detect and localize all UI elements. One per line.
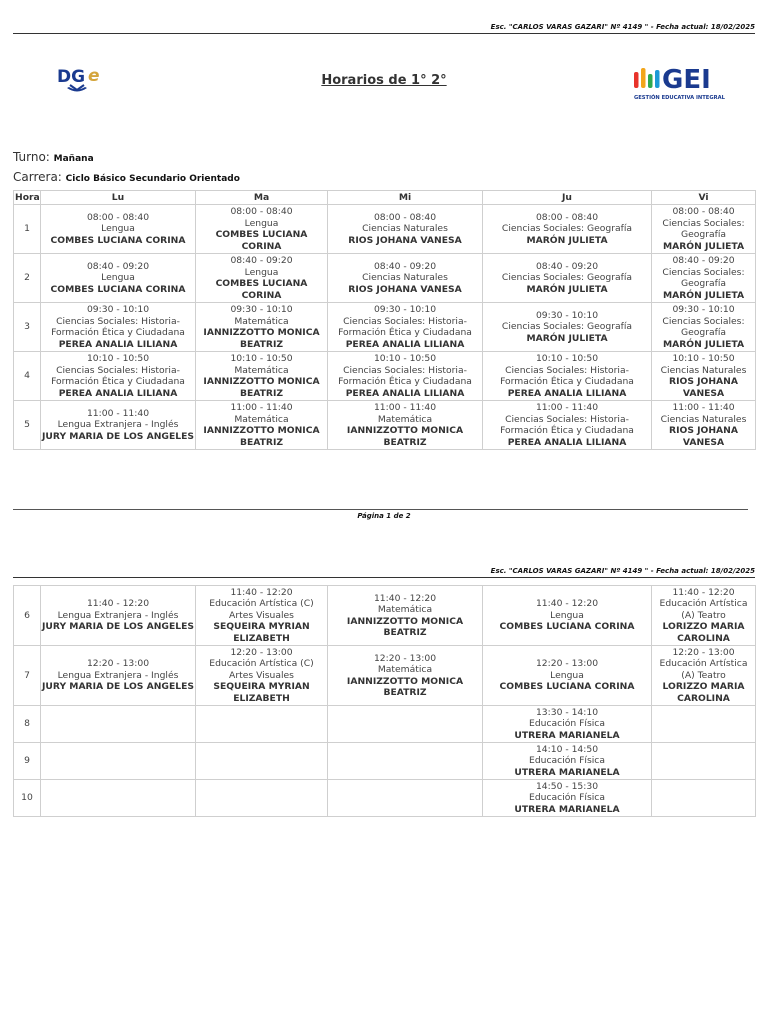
carrera-line (13, 170, 240, 184)
schedule-cell (483, 401, 652, 450)
class-time: 10:10 - 10:50 (230, 353, 293, 364)
class-subject: Lengua (550, 669, 584, 681)
schedule-cell (652, 401, 756, 450)
turno-value: Mañana (53, 154, 94, 164)
class-time: 09:30 - 10:10 (672, 304, 735, 315)
carrera-label: Carrera: (13, 170, 62, 184)
class-teacher: IANNIZZOTTO MONICA BEATRIZ (346, 615, 464, 638)
schedule-cell (196, 586, 328, 646)
class-teacher: LORIZZO MARIA CAROLINA (662, 681, 745, 704)
schedule-cell (196, 780, 328, 817)
class-teacher: COMBES LUCIANA CORINA (215, 229, 308, 252)
class-time: 08:40 - 09:20 (373, 260, 437, 272)
schedule-cell (328, 205, 483, 254)
class-subject: Ciencias Sociales: Geografía (662, 266, 745, 289)
schedule-cell (41, 352, 196, 401)
class-time: 10:10 - 10:50 (373, 353, 437, 364)
class-time: 08:00 - 08:40 (86, 211, 150, 223)
class-subject: Ciencias Sociales: Historia-Formación Ética y Ciudadana (500, 364, 634, 387)
class-subject: Lengua (244, 217, 279, 229)
class-time: 10:10 - 10:50 (672, 353, 735, 364)
class-time: 08:40 - 09:20 (672, 255, 735, 266)
schedule-cell (652, 205, 756, 254)
page-footer: Página 1 de 2 (357, 512, 411, 520)
class-teacher: PEREA ANALIA LILIANA (507, 436, 627, 448)
schedule-cell (483, 586, 652, 646)
class-subject: Lengua (101, 223, 135, 235)
class-subject: Ciencias Sociales: Geografía (501, 321, 633, 333)
class-subject: Lengua Extranjera - Inglés (57, 609, 179, 621)
class-time: 08:00 - 08:40 (230, 206, 293, 217)
class-subject: Lengua Extranjera - Inglés (57, 669, 179, 681)
table-row (14, 586, 756, 646)
class-time: 11:40 - 12:20 (373, 592, 437, 604)
schedule-cell (652, 646, 756, 706)
class-time: 11:00 - 11:40 (672, 402, 735, 413)
class-teacher: COMBES LUCIANA CORINA (50, 283, 186, 295)
schedule-cell (328, 586, 483, 646)
class-subject: Educación Artística (C) Artes Visuales (209, 658, 314, 681)
hora-cell: 2 (14, 254, 41, 303)
class-teacher: MARÓN JULIETA (526, 332, 608, 344)
schedule-cell (328, 743, 483, 780)
schedule-cell (652, 780, 756, 817)
schedule-cell (41, 743, 196, 780)
schedule-cell (652, 303, 756, 352)
class-teacher: RIOS JOHANA VANESA (669, 376, 738, 399)
class-subject: Educación Física (529, 755, 605, 767)
schedule-cell (196, 352, 328, 401)
class-time: 08:40 - 09:20 (86, 260, 150, 272)
class-teacher: MARÓN JULIETA (662, 289, 745, 301)
schedule-cell (328, 706, 483, 743)
class-teacher: PEREA ANALIA LILIANA (58, 387, 178, 399)
class-teacher: RIOS JOHANA VANESA (348, 234, 462, 246)
schedule-cell (328, 352, 483, 401)
class-time: 12:20 - 13:00 (373, 652, 437, 664)
class-teacher: UTRERA MARIANELA (514, 729, 620, 741)
class-time: 11:00 - 11:40 (230, 402, 293, 413)
schedule-cell (483, 303, 652, 352)
class-time: 11:00 - 11:40 (535, 402, 599, 413)
gei-logo-text: GEI (662, 65, 711, 95)
class-time: 09:30 - 10:10 (373, 304, 437, 315)
schedule-cell (196, 205, 328, 254)
hora-cell: 9 (14, 743, 41, 780)
class-time: 12:20 - 13:00 (535, 658, 599, 670)
col-header-vi: Vi (652, 191, 756, 205)
gei-logo (630, 60, 740, 102)
schedule-table-page-1 (13, 190, 756, 450)
class-teacher: IANNIZZOTTO MONICA BEATRIZ (203, 327, 320, 350)
hora-cell: 5 (14, 401, 41, 450)
class-subject: Educación Artística (A) Teatro (659, 658, 748, 681)
table-row (14, 303, 756, 352)
schedule-cell (328, 646, 483, 706)
class-subject: Matemática (377, 604, 433, 615)
class-teacher: UTRERA MARIANELA (514, 766, 620, 778)
schedule-cell (483, 743, 652, 780)
class-time: 09:30 - 10:10 (86, 304, 150, 315)
turno-label: Turno: (13, 150, 50, 164)
schedule-cell (196, 743, 328, 780)
class-teacher: PEREA ANALIA LILIANA (345, 387, 465, 399)
class-time: 13:30 - 14:10 (535, 706, 599, 718)
schedule-cell (483, 352, 652, 401)
header-rule (13, 33, 755, 34)
schedule-cell (483, 706, 652, 743)
class-subject: Ciencias Sociales: Geografía (501, 272, 633, 284)
class-teacher: PEREA ANALIA LILIANA (58, 338, 178, 350)
class-subject: Educación Artística (C) Artes Visuales (209, 598, 314, 621)
class-subject: Lengua (101, 272, 135, 284)
footer-rule (13, 509, 748, 510)
schedule-cell (483, 254, 652, 303)
class-teacher: JURY MARIA DE LOS ANGELES (42, 681, 194, 693)
class-time: 11:00 - 11:40 (86, 407, 150, 419)
class-time: 08:00 - 08:40 (672, 206, 735, 217)
schedule-cell (41, 303, 196, 352)
class-teacher: RIOS JOHANA VANESA (348, 283, 462, 295)
class-time: 08:40 - 09:20 (535, 260, 599, 272)
schedule-cell (41, 646, 196, 706)
class-time: 10:10 - 10:50 (86, 353, 150, 364)
schedule-cell (483, 780, 652, 817)
class-teacher: IANNIZZOTTO MONICA BEATRIZ (203, 376, 320, 399)
schedule-cell (328, 401, 483, 450)
class-subject: Ciencias Sociales: Historia-Formación Ética y Ciudadana (338, 315, 472, 338)
class-subject: Ciencias Naturales (660, 413, 747, 425)
class-subject: Ciencias Sociales: Historia-Formación Ética y Ciudadana (51, 315, 185, 338)
schedule-cell (328, 254, 483, 303)
class-time: 11:00 - 11:40 (373, 402, 437, 413)
schedule-cell (196, 706, 328, 743)
page-2-header-rule (13, 577, 755, 578)
table-row (14, 352, 756, 401)
table-row (14, 706, 756, 743)
class-teacher: COMBES LUCIANA CORINA (499, 621, 635, 633)
class-time: 11:40 - 12:20 (535, 598, 599, 610)
class-subject: Ciencias Sociales: Geografía (662, 315, 745, 338)
class-subject: Ciencias Sociales: Historia-Formación Ética y Ciudadana (500, 413, 634, 436)
class-teacher: MARÓN JULIETA (662, 240, 745, 252)
class-time: 09:30 - 10:10 (230, 304, 293, 315)
class-teacher: UTRERA MARIANELA (514, 803, 620, 815)
schedule-cell (652, 254, 756, 303)
page-title: Horarios de 1° 2° (321, 73, 447, 88)
table-header-row (14, 191, 756, 205)
class-teacher: SEQUEIRA MYRIAN ELIZABETH (213, 681, 310, 704)
class-teacher: JURY MARIA DE LOS ANGELES (42, 621, 194, 633)
col-header-lu: Lu (41, 191, 196, 205)
gei-logo-subtext: GESTIÓN EDUCATIVA INTEGRAL (634, 95, 725, 101)
class-subject: Ciencias Sociales: Geografía (501, 223, 633, 235)
hora-cell: 8 (14, 706, 41, 743)
schedule-cell (41, 401, 196, 450)
schedule-cell (41, 586, 196, 646)
class-teacher: MARÓN JULIETA (526, 283, 608, 295)
class-subject: Ciencias Sociales: Historia-Formación Ética y Ciudadana (51, 364, 185, 387)
hora-cell: 4 (14, 352, 41, 401)
table-row (14, 780, 756, 817)
class-time: 11:40 - 12:20 (672, 586, 735, 598)
hora-cell: 3 (14, 303, 41, 352)
class-teacher: PEREA ANALIA LILIANA (345, 338, 465, 350)
class-subject: Matemática (234, 413, 289, 425)
class-subject: Ciencias Sociales: Historia-Formación Ética y Ciudadana (338, 364, 472, 387)
class-teacher: COMBES LUCIANA CORINA (499, 681, 635, 693)
hora-cell: 7 (14, 646, 41, 706)
schedule-cell (652, 706, 756, 743)
table-row (14, 205, 756, 254)
schedule-cell (328, 303, 483, 352)
page-header-text: Esc. "CARLOS VARAS GAZARI" Nº 4149 " - Fecha actual: 18/02/2025 (490, 23, 755, 31)
table-row (14, 401, 756, 450)
schedule-cell (483, 646, 652, 706)
schedule-cell (652, 743, 756, 780)
class-time: 12:20 - 13:00 (86, 658, 150, 670)
schedule-cell (652, 352, 756, 401)
schedule-cell (41, 205, 196, 254)
schedule-cell (196, 401, 328, 450)
schedule-cell (483, 205, 652, 254)
class-time: 14:10 - 14:50 (535, 743, 599, 755)
schedule-table-page-2 (13, 585, 756, 817)
class-subject: Ciencias Naturales (362, 223, 448, 235)
class-subject: Matemática (234, 315, 289, 327)
class-teacher: RIOS JOHANA VANESA (669, 425, 738, 448)
schedule-cell (652, 586, 756, 646)
class-subject: Educación Física (529, 792, 605, 804)
svg-text:e: e (88, 66, 100, 86)
schedule-cell (41, 780, 196, 817)
table-row (14, 254, 756, 303)
class-teacher: SEQUEIRA MYRIAN ELIZABETH (213, 621, 310, 644)
class-teacher: IANNIZZOTTO MONICA BEATRIZ (346, 675, 464, 698)
class-teacher: PEREA ANALIA LILIANA (507, 387, 627, 399)
page-2-header-text: Esc. "CARLOS VARAS GAZARI" Nº 4149 " - Fecha actual: 18/02/2025 (490, 567, 755, 575)
schedule-cell (41, 254, 196, 303)
hora-cell: 10 (14, 780, 41, 817)
class-subject: Educación Artística (A) Teatro (659, 598, 748, 621)
class-subject: Lengua (244, 266, 279, 278)
class-subject: Matemática (377, 664, 433, 675)
class-time: 12:20 - 13:00 (230, 646, 293, 658)
class-subject: Matemática (234, 364, 289, 376)
class-teacher: LORIZZO MARIA CAROLINA (662, 621, 745, 644)
schedule-cell (196, 646, 328, 706)
class-time: 08:00 - 08:40 (535, 211, 599, 223)
col-header-hora: Hora (15, 191, 40, 203)
class-time: 10:10 - 10:50 (535, 353, 599, 364)
class-time: 11:40 - 12:20 (86, 598, 150, 610)
class-time: 12:20 - 13:00 (672, 646, 735, 658)
class-subject: Matemática (377, 413, 433, 425)
class-subject: Lengua (550, 609, 584, 621)
col-header-ma: Ma (196, 191, 328, 205)
class-teacher: JURY MARIA DE LOS ANGELES (42, 430, 194, 442)
class-subject: Ciencias Sociales: Geografía (662, 217, 745, 240)
svg-text:DG: DG (57, 67, 86, 87)
class-teacher: MARÓN JULIETA (526, 234, 608, 246)
class-time: 08:40 - 09:20 (230, 255, 293, 266)
class-teacher: MARÓN JULIETA (662, 338, 745, 350)
class-subject: Ciencias Naturales (362, 272, 448, 284)
class-teacher: IANNIZZOTTO MONICA BEATRIZ (203, 425, 320, 448)
class-time: 09:30 - 10:10 (535, 309, 599, 321)
class-teacher: IANNIZZOTTO MONICA BEATRIZ (346, 425, 464, 448)
class-time: 14:50 - 15:30 (535, 780, 599, 792)
class-subject: Ciencias Naturales (660, 364, 747, 376)
class-teacher: COMBES LUCIANA CORINA (215, 278, 308, 301)
hora-cell: 6 (14, 586, 41, 646)
schedule-cell (196, 254, 328, 303)
class-time: 08:00 - 08:40 (373, 211, 437, 223)
class-subject: Lengua Extranjera - Inglés (57, 419, 179, 431)
class-teacher: COMBES LUCIANA CORINA (50, 234, 186, 246)
carrera-value: Ciclo Básico Secundario Orientado (65, 174, 240, 184)
schedule-cell (328, 780, 483, 817)
turno-line (13, 150, 94, 164)
table-row (14, 743, 756, 780)
hora-cell: 1 (14, 205, 41, 254)
schedule-cell (196, 303, 328, 352)
col-header-mi: Mi (328, 191, 483, 205)
schedule-cell (41, 706, 196, 743)
class-subject: Educación Física (529, 718, 605, 730)
table-row (14, 646, 756, 706)
class-time: 11:40 - 12:20 (230, 586, 293, 598)
col-header-ju: Ju (483, 191, 652, 205)
